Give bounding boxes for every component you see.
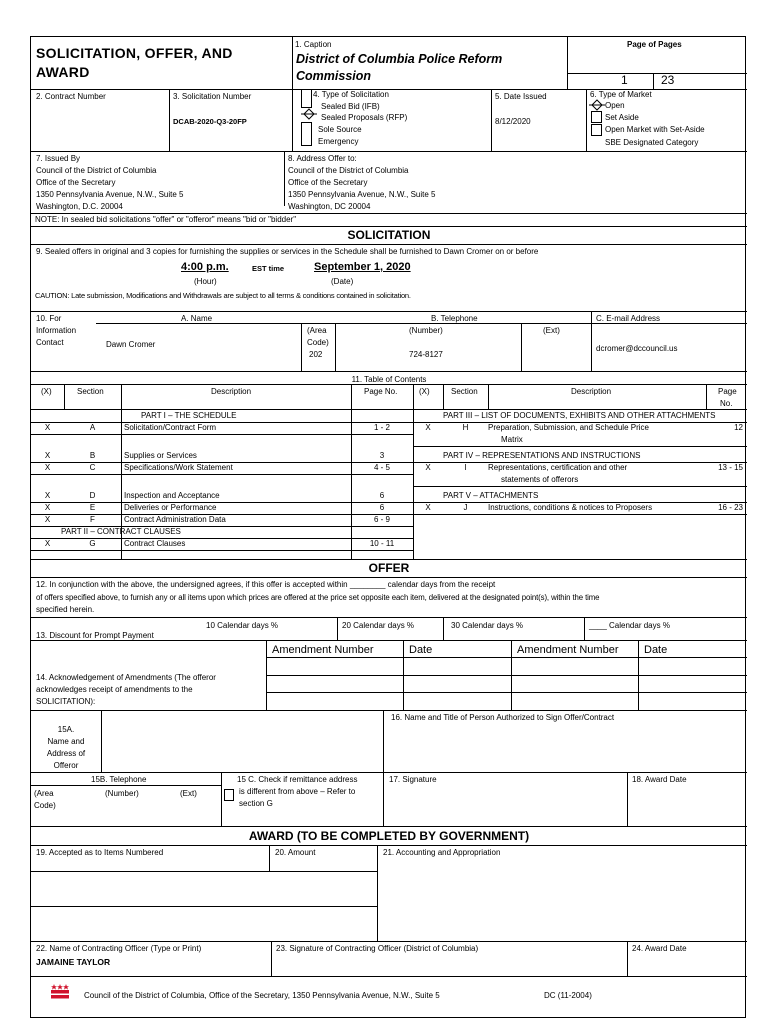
accounting-label: 21. Accounting and Appropriation: [383, 848, 501, 857]
area-code: 202: [309, 350, 323, 359]
toc-row-description: Preparation, Submission, and Schedule Price: [488, 423, 649, 432]
form-title-line2: AWARD: [36, 64, 90, 80]
toc-row-description: Solicitation/Contract Form: [124, 423, 217, 432]
note-text: NOTE: In sealed bid solicitations "offer" or "offeror" means "bid or "bidder": [35, 215, 297, 224]
total-pages: 23: [661, 73, 675, 87]
toc-row-mark: X: [44, 515, 51, 524]
name-label: A. Name: [181, 314, 213, 323]
date-issued: 8/12/2020: [495, 117, 531, 126]
toc-row-section: F: [90, 515, 95, 524]
offeror-ext-label: (Ext): [180, 789, 197, 798]
page-of-pages-label: Page of Pages: [627, 40, 682, 49]
solicitation-number-label: 3. Solicitation Number: [173, 92, 252, 101]
toc-header-no: No.: [720, 399, 733, 408]
toc-part-heading: PART III – LIST OF DOCUMENTS, EXHIBITS AND OTHER ATTACHMENTS: [443, 411, 716, 420]
toc-part-heading: PART IV – REPRESENTATIONS AND INSTRUCTIONS: [443, 451, 641, 460]
solicitation-form: [30, 36, 746, 1018]
toc-row-mark: X: [44, 451, 51, 460]
amendment-date-header: Date: [409, 644, 433, 656]
toc-row-description: Representations, certification and other: [488, 463, 628, 472]
amendment-number-header-2: Amendment Number: [517, 644, 619, 656]
offeror-area-label: (Area: [34, 789, 54, 798]
item12-line2: of offers specified above, to furnish any or all items upon which prices are offered at the price set opposite each item, delivered at the designated point(s), within the time: [36, 593, 600, 602]
telephone-label: B. Telephone: [431, 314, 478, 323]
toc-row-description: Contract Administration Data: [124, 515, 226, 524]
solicitation-number: DCAB-2020-Q3-20FP: [173, 117, 247, 126]
contracting-officer-label: 22. Name of Contracting Officer (Type or Print): [36, 944, 202, 953]
form-title-line1: SOLICITATION, OFFER, AND: [36, 45, 233, 61]
toc-row-section: C: [89, 463, 96, 472]
caution-text: CAUTION: Late submission, Modifications and Withdrawals are subject to all terms & conditions contained in solicitation.: [35, 291, 411, 300]
toc-row-page: 1 - 2: [373, 423, 390, 432]
address-offer-line: Office of the Secretary: [288, 178, 368, 187]
toc-row-section: G: [89, 539, 96, 548]
contact-email: dcromer@dccouncil.us: [596, 344, 678, 353]
address-offer-line: 1350 Pennsylvania Avenue, N.W., Suite 5: [288, 190, 436, 199]
deadline-time: 4:00 p.m.: [181, 261, 229, 273]
market-option-open-set-aside: Open Market with Set-Aside: [605, 125, 705, 134]
caption-line2: Commission: [296, 69, 372, 83]
item14-text: acknowledges receipt of amendments to the: [36, 685, 193, 694]
open-set-aside-checkbox[interactable]: [591, 124, 602, 136]
toc-row-description: Deliveries or Performance: [124, 503, 217, 512]
toc-row-description: Supplies or Services: [124, 451, 197, 460]
remittance-label: section G: [239, 799, 273, 808]
discount-20-days: 20 Calendar days %: [342, 621, 415, 630]
est-label: EST time: [252, 264, 285, 273]
toc-row-page: 13 - 15: [718, 463, 743, 472]
date-issued-label: 5. Date Issued: [495, 92, 547, 101]
email-label: C. E-mail Address: [596, 314, 661, 323]
toc-part-heading: PART II – CONTRACT CLAUSES: [61, 527, 181, 536]
item14-text: 14. Acknowledgement of Amendments (The offeror: [36, 673, 216, 682]
issued-by-line: Washington, D.C. 20004: [36, 202, 123, 211]
offeror-name-address-label: Address of: [46, 749, 86, 758]
remittance-label: 15 C. Check if remittance address: [237, 775, 358, 784]
page-number: 1: [621, 73, 628, 87]
officer-signature-label: 23. Signature of Contracting Officer (District of Columbia): [276, 944, 479, 953]
toc-row-page: 6: [379, 491, 385, 500]
sole-source-checkbox[interactable]: [301, 122, 312, 146]
offeror-name-address-label: Name and: [47, 737, 85, 746]
contact-name: Dawn Cromer: [106, 340, 156, 349]
toc-row-mark: X: [44, 503, 51, 512]
issued-by-line: Office of the Secretary: [36, 178, 116, 187]
number-label: (Number): [409, 326, 443, 335]
offeror-number-label: (Number): [105, 789, 139, 798]
toc-row-section: I: [464, 463, 467, 472]
toc-part-heading: PART I – THE SCHEDULE: [141, 411, 237, 420]
sealed-bid-checkbox[interactable]: [301, 89, 312, 108]
discount-label: 13. Discount for Prompt Payment: [36, 631, 154, 640]
toc-row-page: 3: [379, 451, 385, 460]
type-option-sealed-proposals: Sealed Proposals (RFP): [321, 113, 408, 122]
award-date-label: 24. Award Date: [632, 944, 687, 953]
deadline-date: September 1, 2020: [314, 261, 411, 273]
item12-line3: specified herein.: [36, 605, 95, 614]
type-of-market-label: 6. Type of Market: [590, 90, 652, 99]
toc-header-x: (X): [419, 387, 430, 396]
market-option-set-aside: Set Aside: [605, 113, 639, 122]
toc-header-page: Page: [718, 387, 737, 396]
toc-row-mark: X: [425, 463, 431, 472]
area-code-label: Code): [307, 338, 329, 347]
toc-row-mark: X: [44, 491, 51, 500]
dc-flag-logo: [51, 984, 69, 1003]
toc-header-page-no: Page No.: [364, 387, 398, 396]
caption-label: 1. Caption: [295, 40, 332, 49]
toc-row-page: 6: [379, 503, 385, 512]
item14-text: SOLICITATION):: [36, 697, 96, 706]
toc-row-section: A: [89, 423, 96, 432]
info-contact-label: 10. For: [36, 314, 62, 323]
toc-row-section: B: [89, 451, 96, 460]
caption-line1: District of Columbia Police Reform: [296, 52, 503, 66]
remittance-address-checkbox[interactable]: [224, 789, 234, 801]
toc-row-description: Specifications/Work Statement: [124, 463, 233, 472]
toc-row-page: 4 - 5: [373, 463, 390, 472]
offer-award-date-label: 18. Award Date: [632, 775, 687, 784]
type-of-solicitation-label: 4. Type of Solicitation: [313, 90, 389, 99]
offer-heading: OFFER: [368, 561, 410, 575]
toc-row-section: D: [89, 491, 96, 500]
market-option-sbe: SBE Designated Category: [605, 138, 699, 147]
toc-row-mark: X: [44, 539, 51, 548]
checked-diamond-icon: [301, 108, 317, 120]
offeror-name-address-label: Offeror: [53, 761, 79, 770]
issued-by-line: 1350 Pennsylvania Avenue, N.W., Suite 5: [36, 190, 184, 199]
info-contact-label: Contact: [36, 338, 64, 347]
contracting-officer-name: JAMAINE TAYLOR: [36, 957, 111, 967]
remittance-label: is different from above – Refer to: [239, 787, 356, 796]
discount-10-days: 10 Calendar days %: [206, 621, 279, 630]
toc-row-section: J: [463, 503, 468, 512]
toc-header-section: Section: [451, 387, 478, 396]
toc-header-description: Description: [211, 387, 252, 396]
accepted-items-label: 19. Accepted as to Items Numbered: [36, 848, 164, 857]
type-option-emergency: Emergency: [318, 137, 359, 146]
toc-row-mark: X: [425, 503, 431, 512]
solicitation-heading: SOLICITATION: [347, 228, 431, 242]
toc-row-mark: X: [44, 463, 51, 472]
toc-row-description: Instructions, conditions & notices to Proposers: [488, 503, 653, 512]
toc-header-description: Description: [571, 387, 612, 396]
ext-label: (Ext): [543, 326, 560, 335]
toc-row-description: Contract Clauses: [124, 539, 186, 548]
area-code-label: (Area: [307, 326, 327, 335]
toc-row-page: 16 - 23: [718, 503, 743, 512]
toc-header-section: Section: [77, 387, 104, 396]
address-offer-line: Council of the District of Columbia: [288, 166, 409, 175]
toc-row-description-cont: statements of offerors: [501, 475, 579, 484]
offeror-name-address-label: 15A.: [57, 725, 75, 734]
toc-row-description-cont: Matrix: [501, 435, 523, 444]
award-heading: AWARD (TO BE COMPLETED BY GOVERNMENT): [248, 829, 530, 843]
toc-title: 11. Table of Contents: [351, 375, 427, 384]
discount-30-days: 30 Calendar days %: [451, 621, 524, 630]
info-contact-label: Information: [36, 326, 77, 335]
type-option-sealed-bid: Sealed Bid (IFB): [321, 102, 380, 111]
offeror-telephone-label: 15B. Telephone: [91, 775, 147, 784]
authorized-person-label: 16. Name and Title of Person Authorized to Sign Offer/Contract: [391, 713, 615, 722]
form-number: DC (11-2004): [544, 991, 592, 1000]
discount-other-days: ____ Calendar days %: [589, 621, 670, 630]
set-aside-checkbox[interactable]: [591, 111, 602, 123]
address-offer-line: Washington, DC 20004: [288, 202, 371, 211]
amendment-number-header: Amendment Number: [272, 644, 374, 656]
checked-diamond-icon: [589, 99, 605, 111]
footer-text: Council of the District of Columbia, Office of the Secretary, 1350 Pennsylvania Avenue, N.W., Suite 5: [84, 991, 440, 1000]
signature-label: 17. Signature: [389, 775, 437, 784]
item9-text: 9. Sealed offers in original and 3 copies for furnishing the supplies or services in the Schedule shall be furnished to Dawn Cromer on or before: [36, 247, 539, 256]
toc-row-page: 10 - 11: [369, 539, 395, 548]
toc-header-x: (X): [41, 387, 52, 396]
toc-part-heading: PART V – ATTACHMENTS: [443, 491, 539, 500]
toc-row-page: 12: [734, 423, 743, 432]
phone-number: 724-8127: [409, 350, 443, 359]
issued-by-label: 7. Issued By: [36, 154, 81, 163]
sealed-proposals-checkbox[interactable]: [301, 108, 312, 120]
item12-line1: 12. In conjunction with the above, the undersigned agrees, if this offer is accepted within ________ calendar days from the receipt: [36, 580, 496, 589]
toc-row-mark: X: [44, 423, 51, 432]
market-option-open: Open: [605, 101, 625, 110]
amount-label: 20. Amount: [275, 848, 316, 857]
contract-number-label: 2. Contract Number: [36, 92, 106, 101]
issued-by-line: Council of the District of Columbia: [36, 166, 157, 175]
toc-row-description: Inspection and Acceptance: [124, 491, 220, 500]
address-offer-label: 8. Address Offer to:: [288, 154, 357, 163]
toc-row-mark: X: [425, 423, 431, 432]
amendment-date-header-2: Date: [644, 644, 668, 656]
date-label: (Date): [331, 277, 354, 286]
type-option-sole-source: Sole Source: [318, 125, 362, 134]
toc-row-section: H: [462, 423, 469, 432]
toc-row-page: 6 - 9: [373, 515, 390, 524]
hour-label: (Hour): [194, 277, 217, 286]
offeror-area-label: Code): [34, 801, 56, 810]
toc-row-section: E: [89, 503, 96, 512]
